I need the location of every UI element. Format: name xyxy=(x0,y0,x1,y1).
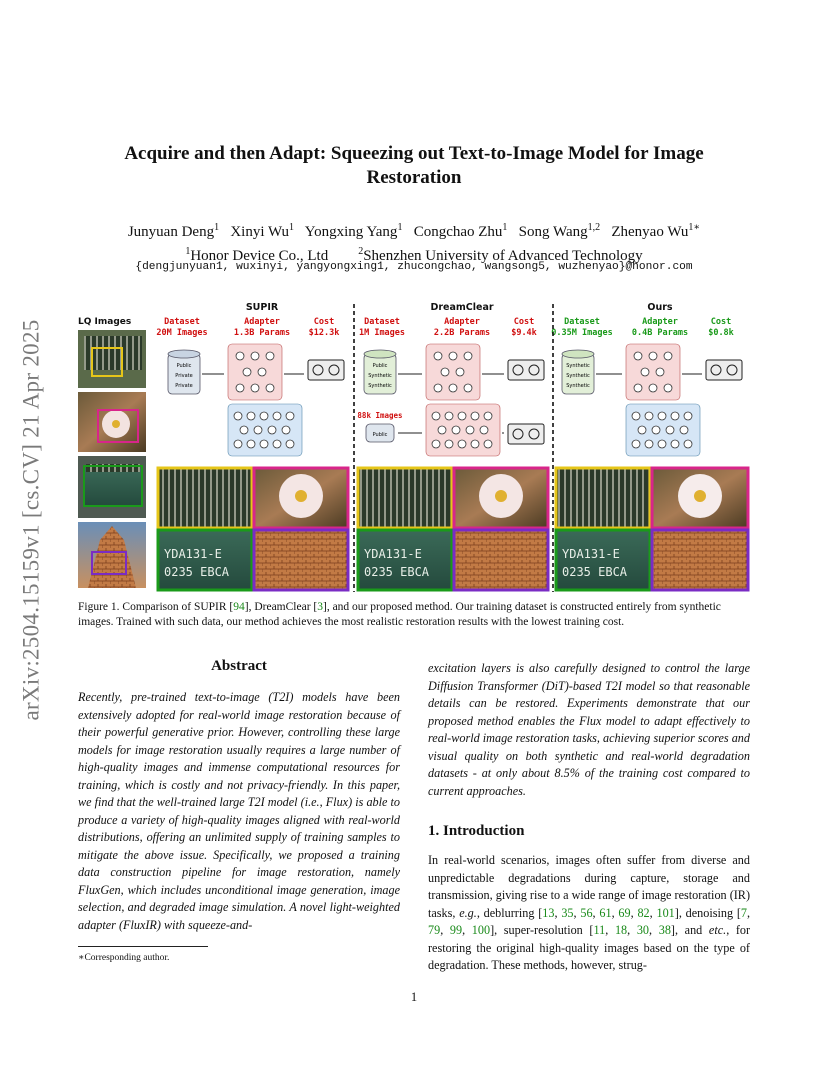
abstract-text: Recently, pre-trained text-to-image (T2I) models have been extensively adopted for real-world image restoration because of their powerful generative prior. However, controlling these large models for image restoration usually requires a large number of high-quality images and immense computational resources for training, which is costly and not privacy-friendly. In this paper, we find that the well-trained large T2I model (i.e., Flux) is able to produce a variety of high-quality images aligned with real-world distributions, offering an unlimited supply of training samples to mitigate the above issue. Specifically, we proposed a training data construction pipeline for image restoration, namely FluxGen, which includes unconditional image generation, image selection, and degraded image simulation. A novel light-weighted adapter (FluxIR) with squeeze-and- xyxy=(78,690,400,932)
method-ours xyxy=(551,302,742,456)
cost-value: $0.8k xyxy=(708,328,734,338)
citation-link[interactable]: 100 xyxy=(471,923,491,937)
citation-link[interactable]: 69 xyxy=(618,905,631,920)
adapter-value: 2.2B Params xyxy=(433,328,491,338)
gpu-icon xyxy=(508,360,544,444)
adapter-network-icon xyxy=(626,344,680,400)
citation-link[interactable]: 61 xyxy=(599,905,612,920)
intro-text: , for restoring the original high-quality images based on the type of degradation. These methods, however, strug- xyxy=(428,923,751,972)
results-dreamclear xyxy=(358,468,548,590)
chip-label: 0235 EBCA xyxy=(164,565,230,579)
arxiv-sidebar-stamp xyxy=(6,255,58,785)
intro-text: ], and xyxy=(670,923,703,937)
figure-1 xyxy=(78,296,750,596)
affiliation: Honor Device Co., Ltd xyxy=(190,248,329,264)
author: Junyuan Deng xyxy=(127,224,215,240)
adapter-label: Adapter xyxy=(444,317,480,327)
adapter-value: 0.4B Params xyxy=(631,328,689,338)
author-mark: 1 xyxy=(214,222,220,233)
base-model-network-icon xyxy=(626,404,700,456)
db-row: Synthetic xyxy=(566,383,590,389)
extra-dataset-label: 88k Images xyxy=(357,411,403,420)
adapter-value: 1.3B Params xyxy=(233,328,291,338)
db-row: Synthetic xyxy=(566,373,590,379)
citation-link[interactable]: 3 xyxy=(317,601,323,613)
dataset-label: Dataset xyxy=(564,317,600,327)
method-dreamclear xyxy=(357,302,544,456)
db-row: Private xyxy=(175,383,193,389)
lq-images-label: LQ Images xyxy=(78,317,132,327)
affiliation-mark: 1 xyxy=(185,246,191,257)
method-supir xyxy=(156,302,344,456)
author-emails: {dengjunyuan1, wuxinyi, yangyongxing1, zhucongchao, wangsong5, wuzhenyao}@honor.com xyxy=(135,261,693,273)
citation-link[interactable]: 99 xyxy=(449,923,463,937)
author-list xyxy=(80,218,748,242)
dataset-value: 1M Images xyxy=(358,328,406,338)
abstract-continued: excitation layers is also carefully designed to control the large Diffusion Transformer (DiT)-based T2I model so that reasonable details can be restored. Experiments demonstrate that our proposed method enables the Flux model to adapt effectively to real-world image restoration tasks, achieving superior scores and visual quality on both synthetic and real-world degradation datasets - at only about 8.5% of the training cost compared to current approaches. xyxy=(428,661,750,798)
cost-label: Cost xyxy=(313,317,335,327)
cost-label: Cost xyxy=(513,317,535,327)
database-icon xyxy=(364,350,396,394)
citation-link[interactable]: 30 xyxy=(636,923,650,937)
base-model-network-icon xyxy=(426,404,500,456)
citation-link[interactable]: 56 xyxy=(580,905,593,920)
gpu-icon xyxy=(706,360,742,380)
chip-label: YDA131-E xyxy=(164,547,222,561)
intro-text: e.g. xyxy=(459,905,477,920)
adapter-network-icon xyxy=(228,344,282,400)
intro-text: ], denoising [ xyxy=(674,905,741,920)
author: Congchao Zhu xyxy=(413,224,503,240)
intro-text: etc. xyxy=(708,923,727,937)
citation-link[interactable]: 35 xyxy=(561,905,574,920)
author-mark: 1 xyxy=(397,222,403,233)
base-model-network-icon xyxy=(228,404,302,456)
db-row: Synthetic xyxy=(566,363,590,369)
adapter-label: Adapter xyxy=(642,317,678,327)
author: Yongxing Yang xyxy=(304,224,398,240)
intro-text: ], super-resolution [ xyxy=(490,923,594,937)
caption-text: ], and our proposed method. Our training dataset is constructed entirely from synthetic images. Trained with such data, our method achieves the most realistic restoration results with the lowest training cost. xyxy=(78,601,721,628)
author: Xinyi Wu xyxy=(230,224,290,240)
arxiv-id: arXiv:2504.15159v1 [cs.CV] 21 Apr 2025 xyxy=(19,319,44,721)
cost-label: Cost xyxy=(710,317,732,327)
db-row: Synthetic xyxy=(368,373,392,379)
adapter-network-icon xyxy=(426,344,480,400)
lq-image-chip xyxy=(78,456,146,518)
chip-label: YDA131-E xyxy=(364,547,422,561)
lq-image-flower xyxy=(78,392,146,452)
adapter-label: Adapter xyxy=(244,317,280,327)
author-mark: 1,2 xyxy=(587,222,601,233)
lq-image-temple xyxy=(78,522,146,588)
dataset-label: Dataset xyxy=(364,317,400,327)
chip-label: YDA131-E xyxy=(562,547,620,561)
results-ours xyxy=(556,468,748,590)
introduction-heading: 1. Introduction xyxy=(428,823,525,839)
caption-text: ], DreamClear [ xyxy=(244,601,318,613)
db-row: Private xyxy=(175,373,193,379)
gpu-icon xyxy=(308,360,344,380)
figure-caption xyxy=(78,600,750,630)
author: Zhenyao Wu xyxy=(611,224,689,240)
author-mark: 1 xyxy=(502,222,508,233)
affiliation: Shenzhen University of Advanced Technology xyxy=(363,248,643,264)
method-title: SUPIR xyxy=(245,302,279,313)
db-row: Public xyxy=(372,432,388,438)
dataset-value: 0.35M Images xyxy=(551,328,613,338)
abstract-heading: Abstract xyxy=(211,658,267,674)
affiliation-mark: 2 xyxy=(358,246,364,257)
citation-link[interactable]: 7 xyxy=(740,905,747,920)
database-icon xyxy=(366,424,394,442)
citation-link[interactable]: 79 xyxy=(428,923,441,937)
caption-text: Figure 1. Comparison of SUPIR [ xyxy=(78,601,234,613)
db-row: Synthetic xyxy=(368,383,392,389)
citation-link[interactable]: 38 xyxy=(658,923,671,937)
chip-label: 0235 EBCA xyxy=(562,565,628,579)
db-row: Public xyxy=(372,363,388,369)
citation-link[interactable]: 101 xyxy=(656,905,675,920)
db-row: Public xyxy=(176,363,192,369)
footnote-rule xyxy=(78,946,208,947)
footnote: ∗Corresponding author. xyxy=(78,953,170,963)
author-mark: 1 xyxy=(289,222,295,233)
citation-link[interactable]: 13 xyxy=(542,905,555,920)
lq-image-ruler xyxy=(78,330,146,388)
intro-text: , deblurring [ xyxy=(476,905,543,920)
citation-link[interactable]: 94 xyxy=(233,601,245,613)
citation-link[interactable]: 11 xyxy=(593,923,606,937)
results-supir xyxy=(158,468,348,590)
chip-label: 0235 EBCA xyxy=(364,565,430,579)
author-mark: 1∗ xyxy=(688,222,701,233)
dataset-value: 20M Images xyxy=(156,328,208,338)
cost-value: $12.3k xyxy=(308,328,340,338)
method-title: Ours xyxy=(647,302,673,313)
author: Song Wang xyxy=(518,224,588,240)
intro-text: In real-world scenarios, images often suffer from diverse and unpredictable degradations during capture, storage and transmission, giving rise to a wide range of image restoration (IR) tasks, xyxy=(428,853,750,920)
citation-link[interactable]: 18 xyxy=(614,923,628,937)
citation-link[interactable]: 82 xyxy=(637,905,650,920)
database-icon xyxy=(562,350,594,394)
paper-title: Acquire and then Adapt: Squeezing out Text-to-Image Model for Image Restoration xyxy=(124,143,704,188)
page-number: 1 xyxy=(410,990,418,1004)
dataset-label: Dataset xyxy=(164,317,200,327)
introduction-text: In real-world scenarios, images often suffer from diverse and unpredictable degradations during capture, storage and transmission, giving rise to a wide range of image restoration (IR) tasks, e.g., deblurring [13, 35, 56, 61, 69, 82, 101], denoising [7, 79, 99, 100], super-resolution [11, 18, 30, 38], and etc., for restoring the original high-quality images based on the type of degradation. These methods, however, strug- xyxy=(428,853,751,972)
method-title: DreamClear xyxy=(430,302,494,313)
cost-value: $9.4k xyxy=(511,328,537,338)
database-icon xyxy=(168,350,200,394)
authors-block xyxy=(80,218,748,266)
